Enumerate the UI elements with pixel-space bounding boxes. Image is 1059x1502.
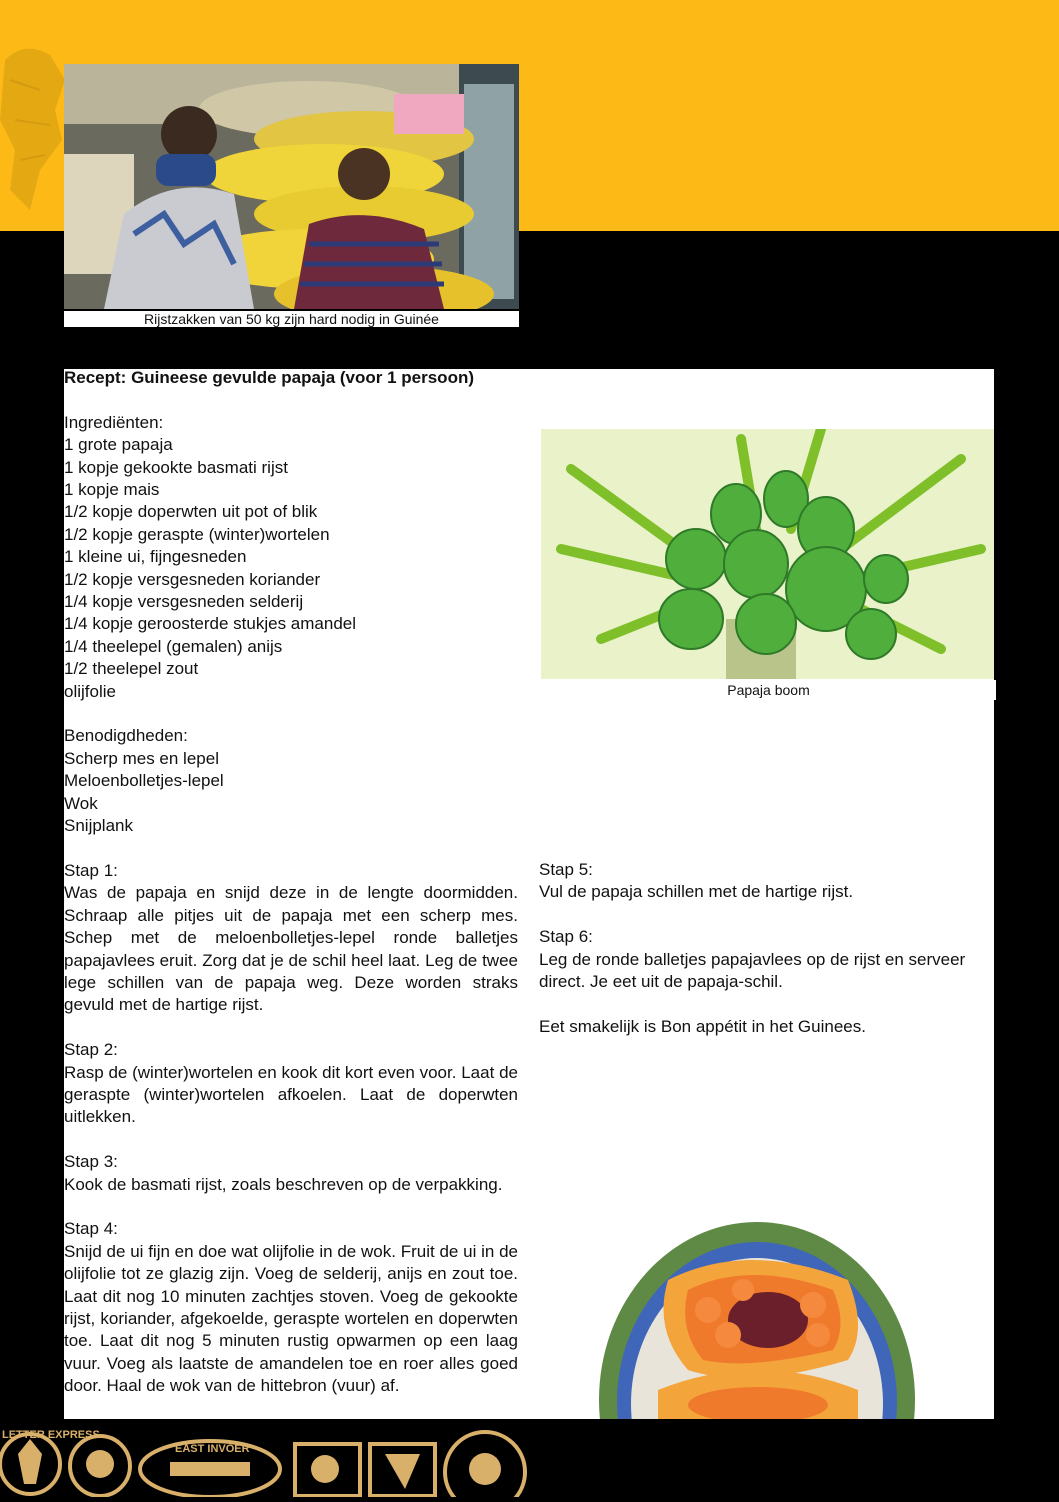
ingredient-item: 1 kleine ui, fijngesneden [64,547,247,567]
ingredient-item: 1/2 kopje versgesneden koriander [64,569,321,589]
ingredient-item: 1/2 kopje doperwten uit pot of blik [64,502,318,522]
papaya-tree-photo [541,429,994,679]
step-text: Leg de ronde balletjes papajavlees op de rijst en serveer direct. Je eet uit de papaja-schil. [539,949,966,992]
step-text: Kook de basmati rijst, zoals beschreven op de verpakking. [64,1174,503,1194]
ingredient-item: 1/4 kopje versgesneden selderij [64,592,304,612]
stamp-text: EAST INVOER [175,1443,250,1455]
tool-item: Snijplank [64,816,133,836]
step-label: Stap 6: [539,927,593,947]
step-text: Snijd de ui fijn en doe wat olijfolie in de wok. Fruit de ui in de olijfolie tot ze glazig zijn. Voeg de selderij, anijs en zout toe. Laat dit nog 10 minuten zachtjes stoven. Voeg de gekookte rijst, koriander, afgekoelde, geraspte wortelen en doperwten toe. Laat dit nog 5 minuten rustig opwarmen op een laag vuur. Voeg als laatste de amandelen toe en roer alles goed door. Haal de wok van de hittebron (vuur) af. [64,1241,518,1396]
rice-bags-photo [64,64,519,309]
tool-item: Scherp mes en lepel [64,748,219,768]
ingredient-item: 1/2 theelepel zout [64,659,199,679]
ingredient-item: 1 grote papaja [64,435,173,455]
map-decoration [0,20,70,220]
ingredient-item: 1/4 kopje geroosterde stukjes amandel [64,614,357,634]
ingredient-item: 1/4 theelepel (gemalen) anijs [64,636,283,656]
step-label: Stap 5: [539,860,593,879]
ingredient-item: 1 kopje gekookte basmati rijst [64,457,288,477]
papaya-caption: Papaja boom [541,680,996,700]
closing-line: Eet smakelijk is Bon appétit in het Guinees. [539,1016,866,1036]
recipe-left-column [64,367,518,1398]
recipe-right-column [539,859,979,1038]
stuffed-papaya-dish-photo [598,1220,916,1419]
step-text: Rasp de (winter)wortelen en kook dit kort even voor. Laat de geraspte (winter)wortelen afkoelen. Laat de doperwten uitlekken. [64,1062,518,1127]
step-label: Stap 4: [64,1219,118,1239]
step-text: Was de papaja en snijd deze in de lengte doormidden. Schraap alle pitjes uit de papaja met een scherp mes. Schep met de meloenbolletjes-lepel ronde balletjes papajavlees eruit. Zorg dat je de schil heel laat. Leg de twee lege schillen van de papaja weg. Deze worden straks gevuld met de hartige rijst. [64,883,518,1015]
ingredient-item: 1 kopje mais [64,480,160,500]
recipe-title: Recept: Guineese gevulde papaja (voor 1 persoon) [64,368,474,387]
tool-item: Wok [64,793,98,813]
step-label: Stap 2: [64,1040,118,1060]
photo-caption: Rijstzakken van 50 kg zijn hard nodig in Guinée [64,311,519,327]
stamp-text: LETTER EXPRESS [2,1429,100,1441]
tool-item: Meloenbolletjes-lepel [64,771,224,791]
step-text: Vul de papaja schillen met de hartige rijst. [539,882,854,902]
ingredient-item: 1/2 kopje geraspte (winter)wortelen [64,524,330,544]
ingredients-heading: Ingrediënten: [64,412,164,432]
step-label: Stap 3: [64,1152,118,1172]
ingredient-item: olijfolie [64,681,116,701]
tools-heading: Benodigdheden: [64,726,188,746]
step-label: Stap 1: [64,860,118,880]
postage-stamps-decoration [0,1424,540,1497]
